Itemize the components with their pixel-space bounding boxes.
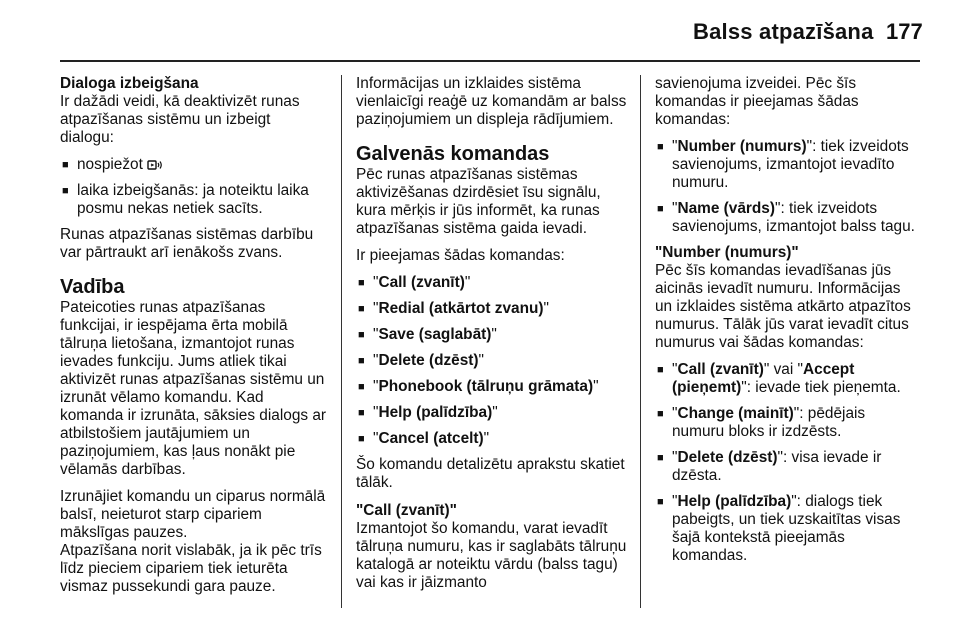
number-paragraph: Pēc šīs komandas ievadīšanas jūs aicinās ievadīt numuru. Informācijas un izklaides sistēma atkārto atpazītos numurus. Tālāk jūs varat ievadīt citus numurus vai šādas komandas: [655, 262, 911, 351]
command-name: Redial (atkārtot zvanu) [378, 300, 544, 317]
list-item: ■ "Redial (atkārtot zvanu)" [358, 300, 549, 317]
section-title-vadiba: Vadība [60, 276, 125, 298]
command-name: Save (saglabāt) [378, 326, 492, 343]
command-name: Phonebook (tālruņu grāmata) [378, 378, 594, 395]
call-continued: savienojuma izveidei. Pēc šīs komandas ir pieejamas šādas komandas: [655, 75, 859, 128]
main-commands-paragraph: Pēc runas atpazīšanas sistēmas aktivizēšanas dzirdēsiet īsu signālu, kura mērķis ir jūs informēt, ka runas atpazīšanas sistēma gaida ievadi. [356, 166, 601, 237]
vadiba-paragraph-2b: Atpazīšana norit vislabāk, ja ik pēc trīs līdz pieciem cipariem tiek ieturēta vismaz pussekundi gara pauze. [60, 542, 322, 595]
command-name: Help (palīdzība) [378, 404, 493, 421]
list-item-text: nospiežot [77, 156, 143, 173]
list-item: ■ "Call (zvanīt)" [358, 274, 471, 291]
command-name: Delete (dzēst) [677, 449, 778, 466]
list-item: ■ "Change (mainīt)": pēdējais numuru bloks ir izdzēsts. [657, 405, 866, 440]
voice-button-icon [147, 159, 165, 171]
list-item: ■ "Name (vārds)": tiek izveidots savienojums, izmantojot balss tagu. [657, 200, 915, 235]
bullet-icon: ■ [358, 433, 365, 445]
bullet-icon: ■ [358, 355, 365, 367]
end-dialog-heading: Dialoga izbeigšana [60, 75, 199, 92]
commands-after-text: Šo komandu detalizētu aprakstu skatiet tālāk. [356, 456, 625, 491]
bullet-icon: ■ [657, 452, 664, 464]
bullet-icon: ■ [657, 496, 664, 508]
list-item: ■ "Cancel (atcelt)" [358, 430, 490, 447]
call-heading: "Call (zvanīt)" [356, 502, 457, 519]
end-dialog-intro: Ir dažādi veidi, kā deaktivizēt runas atpazīšanas sistēmu un izbeigt dialogu: [60, 93, 300, 146]
list-item: ■ "Call (zvanīt)" vai "Accept (pieņemt)": ievade tiek pieņemta. [657, 361, 901, 396]
system-intro: Informācijas un izklaides sistēma vienlaicīgi reaģē uz komandām ar balss paziņojumiem un displeja rādījumiem. [356, 75, 627, 128]
command-description: : visa ievade ir dzēsta. [672, 449, 882, 484]
number-heading: "Number (numurs)" [655, 244, 799, 261]
list-item: ■ "Number (numurs)": tiek izveidots savienojums, izmantojot ievadīto numuru. [657, 138, 909, 191]
command-name: Delete (dzēst) [378, 352, 479, 369]
bullet-icon: ■ [657, 364, 664, 376]
command-name: Name (vārds) [677, 200, 775, 217]
bullet-icon: ■ [62, 185, 69, 197]
command-name: Call (zvanīt) [677, 361, 764, 378]
bullet-icon: ■ [358, 381, 365, 393]
page-number: 177 [886, 19, 923, 44]
end-dialog-list [60, 156, 328, 218]
list-item: ■ "Delete (dzēst)": visa ievade ir dzēsta. [657, 449, 882, 484]
list-item [60, 182, 328, 218]
bullet-icon: ■ [358, 277, 365, 289]
list-item: ■ "Help (palīdzība)" [358, 404, 498, 421]
column-divider-2 [640, 75, 641, 608]
header-divider [60, 60, 920, 62]
bullet-icon: ■ [657, 141, 664, 153]
command-name: Change (mainīt) [677, 405, 794, 422]
command-name: Accept (pieņemt) [672, 361, 855, 396]
bullet-icon: ■ [358, 329, 365, 341]
bullet-icon: ■ [358, 407, 365, 419]
page-title: Balss atpazīšana [693, 19, 874, 44]
command-name: Cancel (atcelt) [378, 430, 484, 447]
command-description: : tiek izveidots savienojums, izmantojot ievadīto numuru. [672, 138, 909, 191]
column-3 [655, 75, 920, 573]
number-commands-list [655, 361, 920, 565]
command-description: : tiek izveidots savienojums, izmantojot balss tagu. [672, 200, 915, 235]
commands-list-intro: Ir pieejamas šādas komandas: [356, 247, 565, 264]
column-divider-1 [341, 75, 342, 608]
column-2 [356, 75, 628, 601]
list-item: ■ "Help (palīdzība)": dialogs tiek pabeigts, un tiek uzskaitītas visas šajā kontekstā pieejamās komandas. [657, 493, 901, 564]
section-title-main-commands: Galvenās komandas [356, 143, 550, 165]
column-1 [60, 75, 328, 605]
bullet-icon: ■ [657, 408, 664, 420]
list-item-text: laika izbeigšanās: ja noteiktu laika posmu nekas netiek sacīts. [77, 182, 309, 217]
command-description: : ievade tiek pieņemta. [746, 379, 901, 396]
command-name: Help (palīdzība) [677, 493, 792, 510]
commands-list [356, 274, 628, 448]
command-name: Number (numurs) [677, 138, 807, 155]
bullet-icon: ■ [657, 203, 664, 215]
bullet-icon: ■ [62, 159, 69, 171]
list-item [60, 156, 328, 174]
call-paragraph: Izmantojot šo komandu, varat ievadīt tālruņa numuru, kas ir saglabāts tālruņu katalogā ar noteiktu vārdu (balss tagu) vai kas ir jāizmanto [356, 520, 627, 591]
vadiba-paragraph-2a: Izrunājiet komandu un ciparus normālā balsī, neieturot starp cipariem mākslīgas pauzes. [60, 488, 326, 541]
vadiba-paragraph: Pateicoties runas atpazīšanas funkcijai, ir iespējama ērta mobilā tālruņa lietošana, izmantojot runas ievades funkciju. Jums atliek tikai aktivizēt runas atpazīšanas sistēmu un izrunāt vēlamo komandu. Kad komanda ir izrunāta, sāksies dialogs ar atbilstošiem jautājumiem un paziņojumiem, kas ļaus nonākt pie vēlamās darbības. [60, 299, 327, 478]
call-options-list [655, 138, 920, 236]
list-item: ■ "Delete (dzēst)" [358, 352, 484, 369]
end-dialog-note: Runas atpazīšanas sistēmas darbību var pārtraukt arī ienākošs zvans. [60, 226, 314, 261]
page-header [0, 0, 960, 60]
command-description: : pēdējais numuru bloks ir izdzēsts. [672, 405, 866, 440]
command-name: Call (zvanīt) [378, 274, 465, 291]
command-description: : dialogs tiek pabeigts, un tiek uzskaitītas visas šajā kontekstā pieejamās komandas. [672, 493, 901, 564]
bullet-icon: ■ [358, 303, 365, 315]
list-item: ■ "Save (saglabāt)" [358, 326, 497, 343]
list-item: ■ "Phonebook (tālruņu grāmata)" [358, 378, 599, 395]
